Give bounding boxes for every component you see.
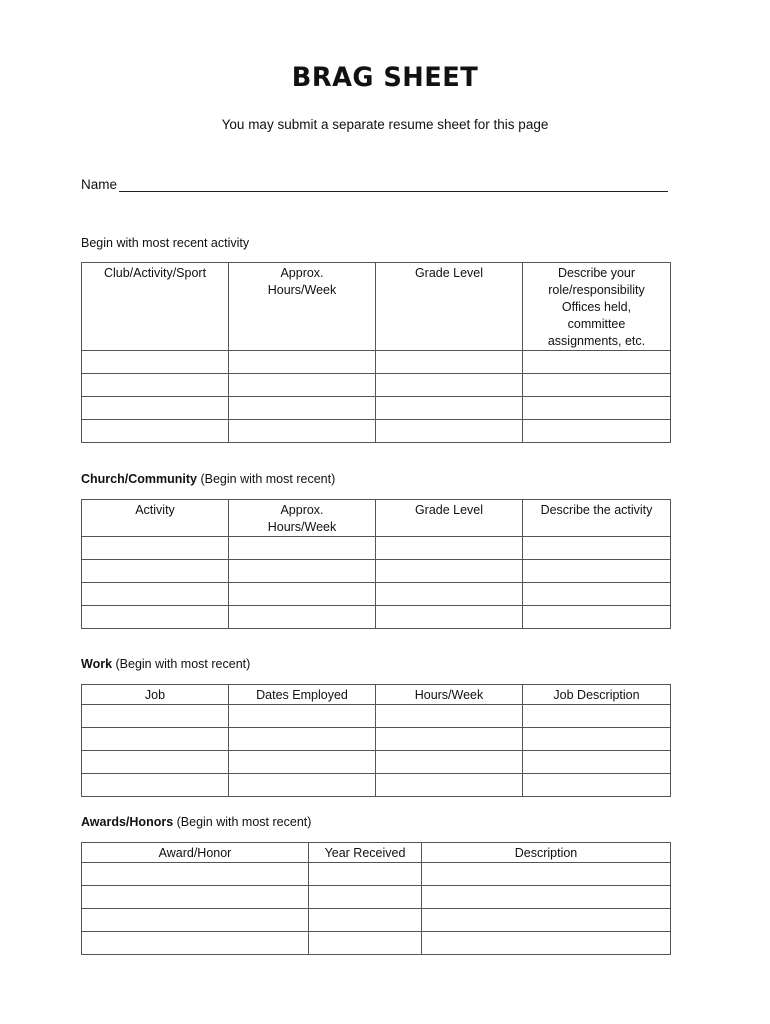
table-cell[interactable] [82, 560, 229, 583]
column-header: Approx. Hours/Week [229, 500, 376, 537]
table-cell[interactable] [229, 751, 376, 774]
table-cell[interactable] [523, 774, 671, 797]
table-row [82, 863, 671, 886]
table-row [82, 537, 671, 560]
table-cell[interactable] [376, 397, 523, 420]
table-cell[interactable] [376, 374, 523, 397]
table-header-row [82, 263, 671, 351]
table-cell[interactable] [422, 909, 671, 932]
column-header: Dates Employed [229, 685, 376, 705]
table-cell[interactable] [523, 537, 671, 560]
table-cell[interactable] [523, 728, 671, 751]
table-row [82, 420, 671, 443]
table-cell[interactable] [422, 932, 671, 955]
column-header: Year Received [309, 843, 422, 863]
table-cell[interactable] [422, 886, 671, 909]
table-cell[interactable] [229, 351, 376, 374]
table-row [82, 932, 671, 955]
work-table [81, 684, 671, 797]
table-cell[interactable] [309, 886, 422, 909]
table-row [82, 886, 671, 909]
table-cell[interactable] [82, 728, 229, 751]
table-cell[interactable] [229, 606, 376, 629]
table-cell[interactable] [82, 909, 309, 932]
column-header: Activity [82, 500, 229, 537]
table-cell[interactable] [309, 932, 422, 955]
table-header-row [82, 843, 671, 863]
table-cell[interactable] [523, 560, 671, 583]
table-header-row [82, 500, 671, 537]
table-cell[interactable] [523, 397, 671, 420]
section-awards-honors-label: Awards/Honors (Begin with most recent) [81, 815, 312, 829]
table-cell[interactable] [82, 606, 229, 629]
section-work-label: Work (Begin with most recent) [81, 657, 251, 671]
table-cell[interactable] [229, 705, 376, 728]
table-cell[interactable] [82, 397, 229, 420]
table-cell[interactable] [309, 909, 422, 932]
table-row [82, 351, 671, 374]
table-cell[interactable] [523, 583, 671, 606]
column-header: Description [422, 843, 671, 863]
table-row [82, 374, 671, 397]
column-header: Job [82, 685, 229, 705]
table-row [82, 705, 671, 728]
table-cell[interactable] [376, 420, 523, 443]
column-header: Hours/Week [376, 685, 523, 705]
column-header: Grade Level [376, 500, 523, 537]
table-cell[interactable] [82, 751, 229, 774]
table-cell[interactable] [229, 374, 376, 397]
activities-table [81, 262, 671, 443]
table-cell[interactable] [376, 751, 523, 774]
table-cell[interactable] [376, 583, 523, 606]
table-cell[interactable] [82, 374, 229, 397]
table-cell[interactable] [523, 420, 671, 443]
column-header: Job Description [523, 685, 671, 705]
section-church-community-label: Church/Community (Begin with most recent) [81, 472, 336, 486]
table-cell[interactable] [82, 932, 309, 955]
column-header: Describe the activity [523, 500, 671, 537]
column-header: Grade Level [376, 263, 523, 351]
table-cell[interactable] [523, 751, 671, 774]
table-cell[interactable] [229, 420, 376, 443]
name-label: Name [81, 177, 118, 192]
table-cell[interactable] [229, 774, 376, 797]
name-field-row [81, 174, 668, 192]
table-cell[interactable] [82, 420, 229, 443]
table-cell[interactable] [82, 774, 229, 797]
table-cell[interactable] [309, 863, 422, 886]
table-cell[interactable] [82, 705, 229, 728]
table-cell[interactable] [523, 606, 671, 629]
table-cell[interactable] [82, 537, 229, 560]
table-cell[interactable] [229, 583, 376, 606]
table-cell[interactable] [376, 705, 523, 728]
table-row [82, 560, 671, 583]
awards-honors-table [81, 842, 671, 955]
table-cell[interactable] [82, 351, 229, 374]
column-header: Award/Honor [82, 843, 309, 863]
table-row [82, 397, 671, 420]
table-cell[interactable] [376, 728, 523, 751]
table-cell[interactable] [376, 560, 523, 583]
table-cell[interactable] [229, 537, 376, 560]
column-header: Describe your role/responsibility Offices held, committee assignments, etc. [523, 263, 671, 351]
table-cell[interactable] [376, 537, 523, 560]
table-row [82, 583, 671, 606]
table-cell[interactable] [422, 863, 671, 886]
table-cell[interactable] [523, 705, 671, 728]
table-row [82, 606, 671, 629]
table-cell[interactable] [229, 728, 376, 751]
table-cell[interactable] [229, 560, 376, 583]
column-header: Approx. Hours/Week [229, 263, 376, 351]
table-cell[interactable] [523, 374, 671, 397]
table-row [82, 728, 671, 751]
table-row [82, 909, 671, 932]
table-cell[interactable] [82, 863, 309, 886]
table-cell[interactable] [523, 351, 671, 374]
table-row [82, 774, 671, 797]
table-header-row [82, 685, 671, 705]
section-activities-label: Begin with most recent activity [81, 236, 250, 250]
name-input-line[interactable] [119, 177, 668, 192]
table-cell[interactable] [82, 886, 309, 909]
table-cell[interactable] [376, 351, 523, 374]
column-header: Club/Activity/Sport [82, 263, 229, 351]
table-cell[interactable] [229, 397, 376, 420]
page-title: BRAG SHEET [291, 62, 479, 93]
table-cell[interactable] [82, 583, 229, 606]
table-cell[interactable] [376, 774, 523, 797]
table-row [82, 751, 671, 774]
table-cell[interactable] [376, 606, 523, 629]
page-subtitle: You may submit a separate resume sheet for this page [221, 117, 549, 132]
church-community-table [81, 499, 671, 629]
